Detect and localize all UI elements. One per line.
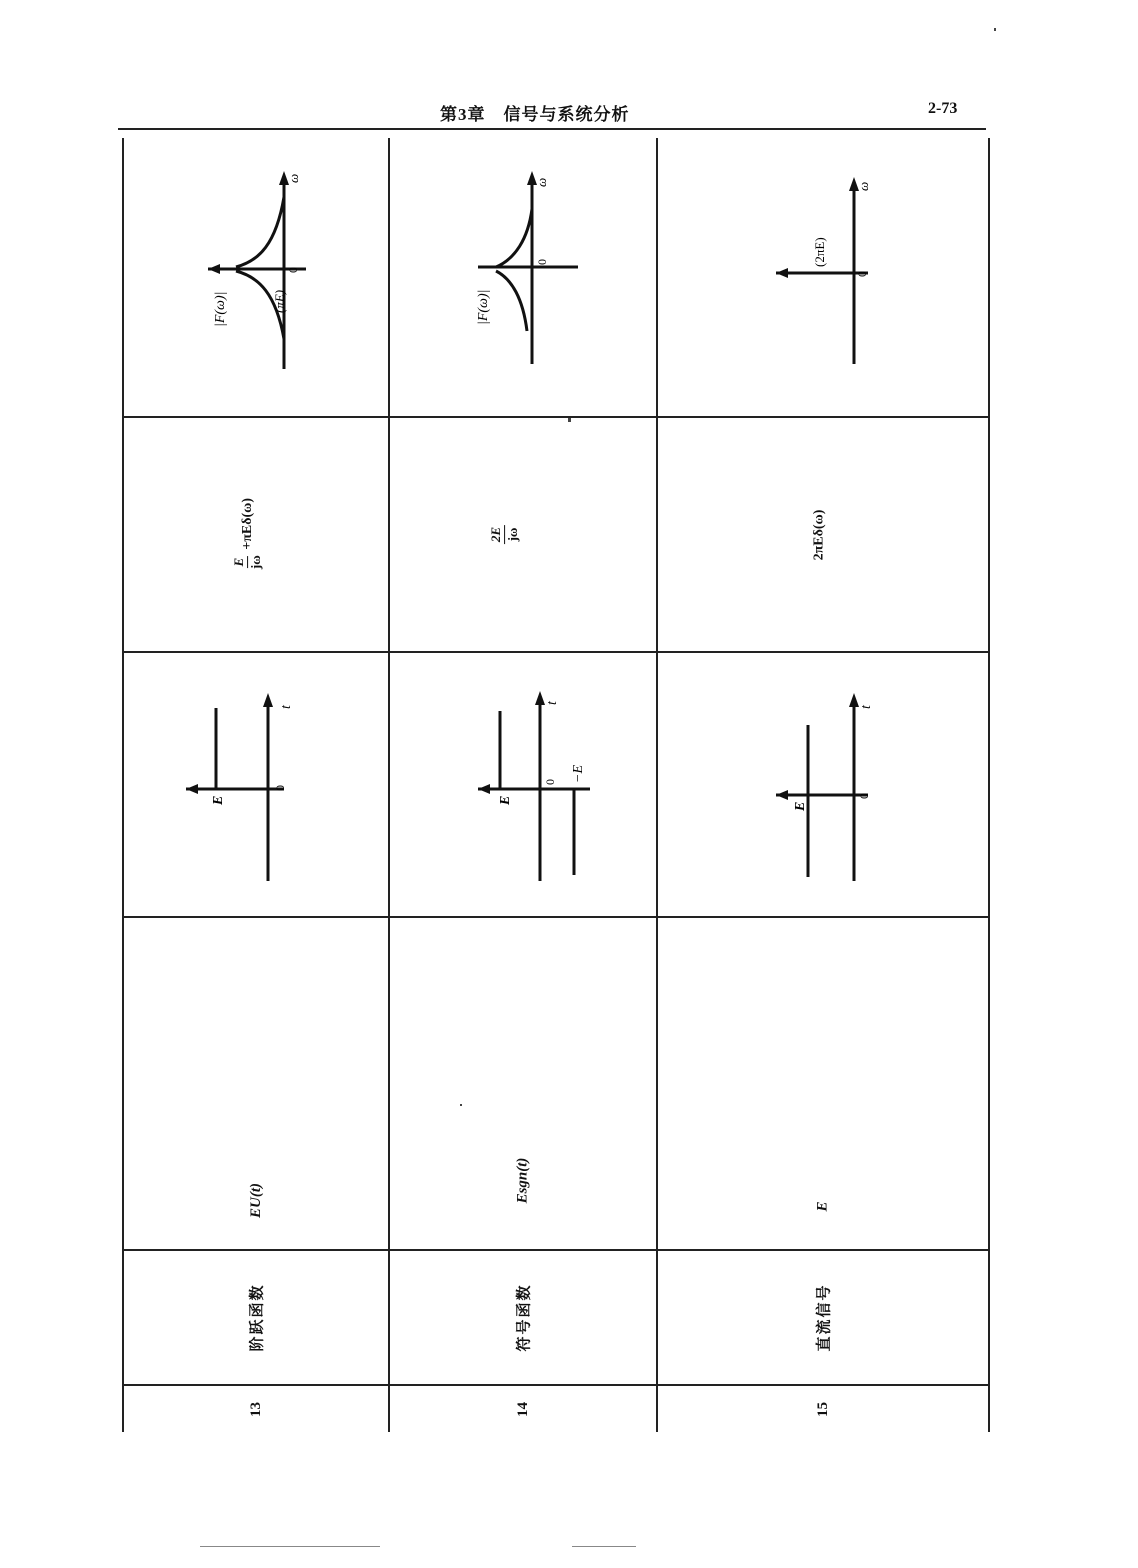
scan-speck [460, 1104, 462, 1106]
time-graph-14 [390, 653, 656, 916]
scan-smudge [572, 1546, 636, 1547]
fraction-numerator: 2E [488, 526, 504, 543]
magnitude-curve-upper [496, 209, 532, 267]
origin-label: 0 [273, 785, 287, 791]
magnitude-curve-upper [236, 197, 284, 267]
signal-expression: E [814, 1201, 831, 1212]
transform-expression: 2πEδ(ω) [811, 509, 826, 560]
signal-cell-15 [658, 918, 988, 1249]
impulse-arrowhead [208, 264, 220, 274]
signal-name: 符号函数 [516, 1283, 533, 1352]
signal-expression: EU(t) [247, 1183, 264, 1218]
omega-label: ω [534, 177, 549, 187]
spectrum-graph-13 [124, 139, 388, 416]
number-cell-15 [658, 1386, 988, 1432]
spectrum-graph-15 [658, 139, 988, 416]
origin-label: 0 [286, 267, 300, 273]
magnitude-label: |F(ω)| [213, 291, 228, 327]
origin-label: 0 [857, 793, 871, 799]
signal-name: 阶跃函数 [249, 1283, 266, 1352]
magnitude-curve-lower [496, 271, 527, 331]
omega-label: ω [856, 181, 871, 191]
transform-cell-15 [658, 418, 988, 651]
fraction-denominator: jω [248, 555, 264, 570]
t-label: t [279, 705, 294, 709]
signal-expression: Esgn(t) [514, 1157, 531, 1204]
origin-label: 0 [535, 259, 549, 265]
t-arrowhead [535, 691, 545, 705]
spectrum-graph-14 [390, 139, 656, 416]
signal-cell-14 [390, 918, 656, 1249]
magnitude-label: |F(ω)| [476, 289, 491, 325]
amplitude-label: E [793, 801, 808, 811]
omega-label: ω [286, 173, 301, 183]
row-number: 15 [814, 1401, 831, 1417]
number-cell-13 [124, 1386, 388, 1432]
scan-smudge [200, 1546, 380, 1547]
transform-cell-14 [390, 418, 656, 651]
amplitude-label: E [211, 795, 226, 805]
time-graph-13 [124, 653, 388, 916]
name-cell-14 [390, 1251, 656, 1384]
amp-arrowhead [478, 784, 490, 794]
negative-amplitude-label: −E [571, 765, 586, 783]
impulse-arrowhead [776, 268, 788, 278]
chapter-header: 第3章 信号与系统分析 [440, 105, 630, 124]
origin-label: 0 [543, 779, 557, 785]
origin-label: 0 [855, 271, 869, 277]
number-cell-14 [390, 1386, 656, 1432]
name-cell-15 [658, 1251, 988, 1384]
t-label: t [859, 705, 874, 709]
transform-rest: +πEδ(ω) [240, 497, 256, 550]
amp-arrowhead [776, 790, 788, 800]
amplitude-label: E [498, 795, 513, 805]
scan-speck [568, 418, 571, 422]
row-number: 14 [514, 1401, 531, 1417]
signal-name: 直流信号 [816, 1283, 833, 1352]
row-number: 13 [247, 1401, 264, 1417]
time-graph-15 [658, 653, 988, 916]
impulse-weight-label: (2πE) [812, 237, 827, 267]
t-label: t [545, 701, 560, 705]
t-arrowhead [849, 693, 859, 707]
scan-speck [994, 28, 996, 31]
name-cell-13 [124, 1251, 388, 1384]
fraction-denominator: jω [505, 527, 521, 542]
page-number: 2-73 [928, 100, 958, 117]
transform-cell-13 [124, 418, 388, 651]
amp-arrowhead [186, 784, 198, 794]
fraction-numerator: E [231, 557, 247, 567]
signal-cell-13 [124, 918, 388, 1249]
t-arrowhead [263, 693, 273, 707]
impulse-weight-label: (πE) [272, 289, 287, 313]
